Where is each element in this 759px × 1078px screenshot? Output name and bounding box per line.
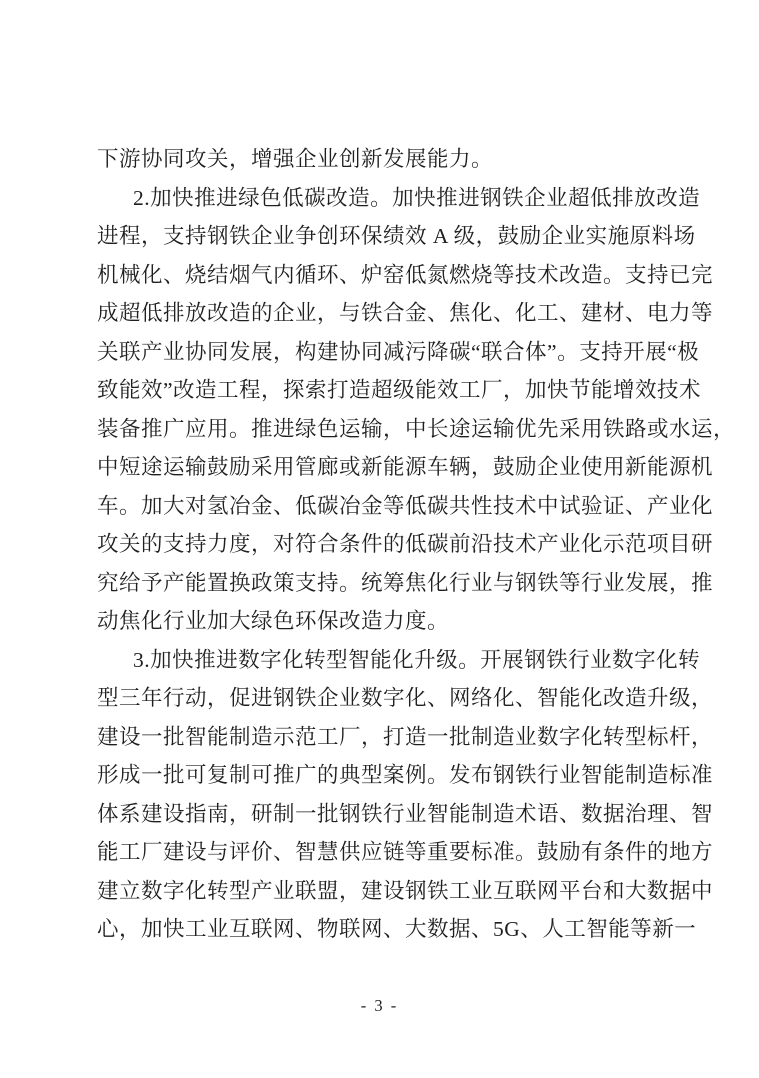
body-line: 动焦化行业加大绿色环保改造力度。 xyxy=(97,609,450,633)
body-line: 车。加大对氢冶金、低碳冶金等低碳共性技术中试验证、产业化 xyxy=(97,493,714,518)
body-line: 2.加快推进绿色低碳改造。加快推进钢铁企业超低排放改造 xyxy=(133,185,701,210)
body-line: 机械化、烧结烟气内循环、炉窑低氮燃烧等技术改造。支持已完 xyxy=(97,262,714,287)
body-line: 致能效”改造工程，探索打造超级能效工厂，加快节能增效技术 xyxy=(97,378,702,402)
body-line: 攻关的支持力度，对符合条件的低碳前沿技术产业化示范项目研 xyxy=(97,532,714,556)
body-line: 形成一批可复制可推广的典型案例。发布钢铁行业智能制造标准 xyxy=(97,763,714,787)
body-line: 下游协同攻关，增强企业创新发展能力。 xyxy=(97,147,494,171)
body-line: 进程，支持钢铁企业争创环保绩效 A 级，鼓励企业实施原料场 xyxy=(97,224,696,248)
body-line: 建设一批智能制造示范工厂，打造一批制造业数字化转型标杆， xyxy=(97,724,714,749)
body-line: 究给予产能置换政策支持。统筹焦化行业与钢铁等行业发展，推 xyxy=(97,570,714,595)
body-line: 建立数字化转型产业联盟，建设钢铁工业互联网平台和大数据中 xyxy=(97,878,714,903)
body-line: 装备推广应用。推进绿色运输，中长途运输优先采用铁路或水运， xyxy=(97,416,736,441)
body-line: 体系建设指南，研制一批钢铁行业智能制造术语、数据治理、智 xyxy=(97,801,714,826)
body-line: 成超低排放改造的企业，与铁合金、焦化、化工、建材、电力等 xyxy=(97,301,714,325)
body-text xyxy=(97,140,736,949)
body-line: 关联产业协同发展，构建协同减污降碳“联合体”。支持开展“极 xyxy=(97,339,700,364)
body-line: 能工厂建设与评价、智慧供应链等重要标准。鼓励有条件的地方 xyxy=(97,840,714,864)
page-number: - 3 - xyxy=(360,996,399,1015)
body-line: 心，加快工业互联网、物联网、大数据、5G、人工智能等新一 xyxy=(97,917,697,941)
body-line: 3.加快推进数字化转型智能化升级。开展钢铁行业数字化转 xyxy=(133,647,701,672)
body-line: 型三年行动，促进钢铁企业数字化、网络化、智能化改造升级， xyxy=(97,686,714,710)
body-line: 中短途运输鼓励采用管廊或新能源车辆，鼓励企业使用新能源机 xyxy=(97,455,714,479)
